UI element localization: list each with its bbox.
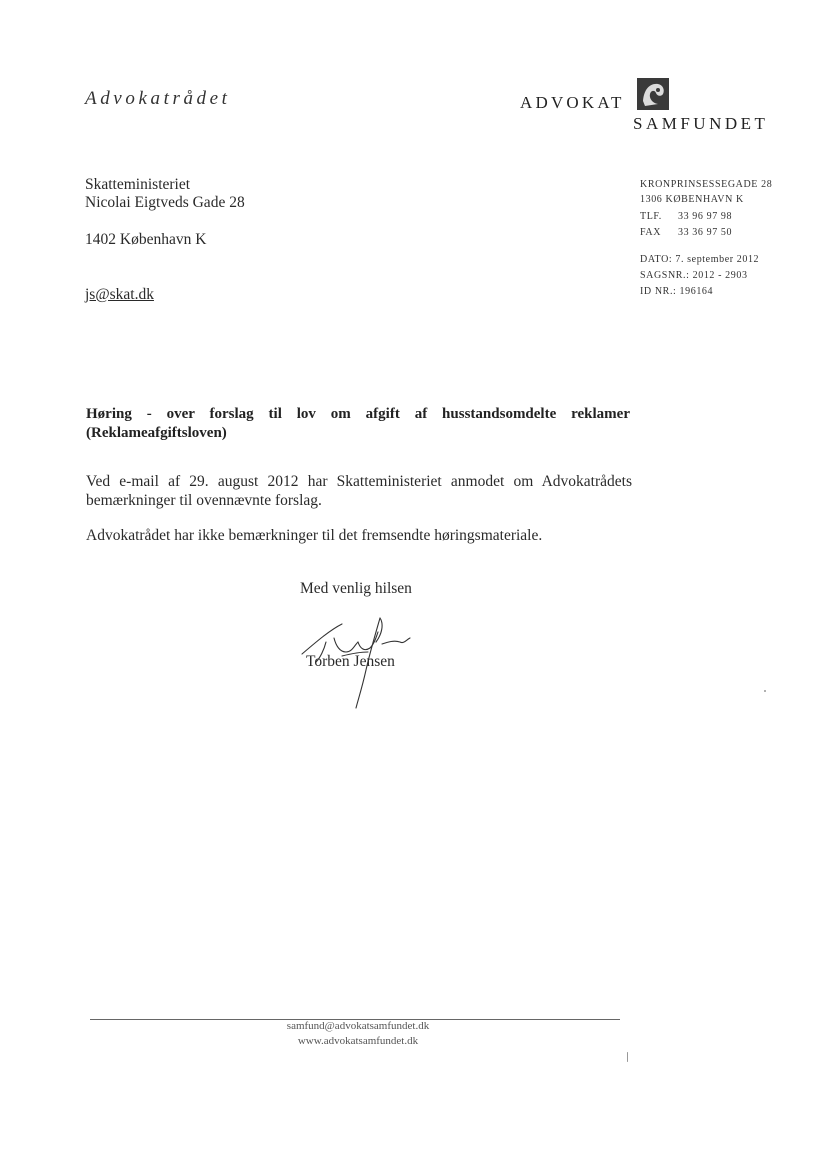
recipient-street: Nicolai Eigtveds Gade 28 [85,194,245,211]
footer-website: www.advokatsamfundet.dk [297,1035,419,1047]
logo-wordmark-bottom: SAMFUNDET [633,114,769,133]
sender-phone [640,209,732,225]
scan-speck [764,690,766,692]
letter-paragraph-2: Advokatrådet har ikke bemærkninger til det fremsendte høringsmateriale. [86,527,543,544]
logo-wordmark-top: ADVOKAT [520,93,625,112]
signer-name: Torben Jensen [306,653,395,670]
letter-subject: Høring - over forslag til lov om afgift af husstandsomdelte reklamer (Reklameafgiftsloven) [86,406,630,441]
case-number: SAGSNR.: 2012 - 2903 [640,270,748,281]
letter-paragraph-1: Ved e-mail af 29. august 2012 har Skatteministeriet anmodet om Advokatrådets bemærkninger til ovennævnte forslag. [86,473,632,509]
fax-label: FAX [640,227,662,238]
letter-closing: Med venlig hilsen [300,580,412,597]
sender-city: 1306 KØBENHAVN K [640,194,744,205]
recipient-city: 1402 København K [85,231,207,248]
scan-speck [627,1052,628,1062]
recipient-organization: Skatteministeriet [85,176,191,193]
letter-date: DATO: 7. september 2012 [640,254,760,265]
phone-number: 33 96 97 98 [678,211,733,222]
sender-street: KRONPRINSESSEGADE 28 [640,179,773,190]
id-number: ID NR.: 196164 [640,286,714,297]
emblem-icon [636,77,670,111]
phone-label: TLF. [640,211,662,222]
fax-number: 33 36 97 50 [678,227,733,238]
recipient-email-link[interactable]: js@skat.dk [85,286,154,303]
footer-email: samfund@advokatsamfundet.dk [286,1020,430,1032]
council-name: Advokatrådet [85,88,231,109]
sender-fax [640,225,732,241]
